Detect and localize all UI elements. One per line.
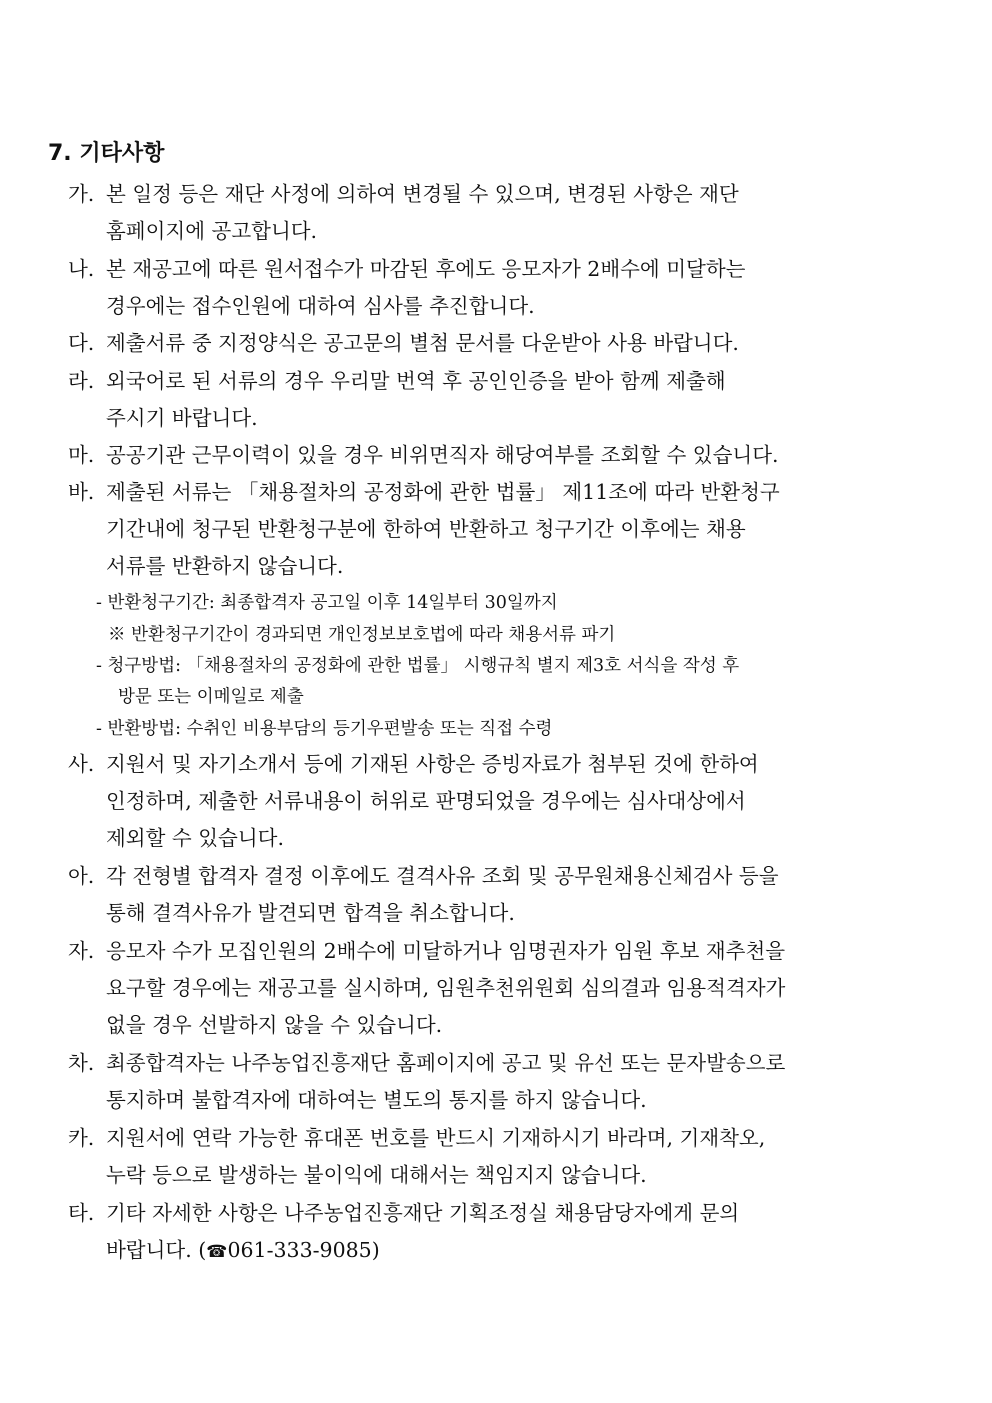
item-text-line: 요구할 경우에는 재공고를 실시하며, 임원추천위원회 심의결과 임용적격자가 — [106, 976, 786, 1000]
subnote-request-method-cont: 방문 또는 이메일로 제출 — [118, 687, 304, 707]
phone-icon: ☎ — [206, 1242, 228, 1262]
item-text-line: 통지하며 불합격자에 대하여는 별도의 통지를 하지 않습니다. — [106, 1088, 647, 1112]
item-marker: 바. — [68, 480, 95, 504]
item-text-line: 서류를 반환하지 않습니다. — [106, 554, 344, 578]
item-text-line: 지원서에 연락 가능한 휴대폰 번호를 반드시 기재하시기 바라며, 기재착오, — [106, 1126, 766, 1150]
item-text-line: 응모자 수가 모집인원의 2배수에 미달하거나 임명권자가 임원 후보 재추천을 — [106, 939, 786, 963]
item-marker: 아. — [68, 864, 95, 888]
item-marker: 마. — [68, 443, 95, 467]
item-text-line: 본 일정 등은 재단 사정에 의하여 변경될 수 있으며, 변경된 사항은 재단 — [106, 182, 739, 206]
contact-line — [106, 1232, 380, 1269]
item-text-line: 바랍니다. ( — [106, 1238, 207, 1262]
item-text-line: 경우에는 접수인원에 대하여 심사를 추진합니다. — [106, 294, 535, 318]
item-marker: 다. — [68, 331, 95, 355]
subnote-request-method: - 청구방법: 「채용절차의 공정화에 관한 법률」 시행규칙 별지 제3호 서식을 작성 후 — [96, 656, 740, 676]
item-marker: 차. — [68, 1051, 95, 1075]
item-text-line: 각 전형별 합격자 결정 이후에도 결격사유 조회 및 공무원채용신체검사 등을 — [106, 864, 779, 888]
item-text-line: 공공기관 근무이력이 있을 경우 비위면직자 해당여부를 조회할 수 있습니다. — [106, 443, 779, 467]
item-text-line: 인정하며, 제출한 서류내용이 허위로 판명되었을 경우에는 심사대상에서 — [106, 789, 746, 813]
item-text-line: 지원서 및 자기소개서 등에 기재된 사항은 증빙자료가 첨부된 것에 한하여 — [106, 752, 759, 776]
item-text-line: 없을 경우 선발하지 않을 수 있습니다. — [106, 1013, 443, 1037]
item-text-line: 제외할 수 있습니다. — [106, 826, 284, 850]
item-marker: 가. — [68, 182, 95, 206]
subnote-destruction-note: ※ 반환청구기간이 경과되면 개인정보보호법에 따라 채용서류 파기 — [108, 625, 616, 645]
item-text-line: 기간내에 청구된 반환청구분에 한하여 반환하고 청구기간 이후에는 채용 — [106, 517, 746, 541]
contact-phone-number: 061-333-9085 — [227, 1238, 372, 1262]
item-marker: 라. — [68, 369, 95, 393]
item-marker: 사. — [68, 752, 95, 776]
contact-paren-close: ) — [371, 1238, 380, 1262]
item-text-line: 외국어로 된 서류의 경우 우리말 번역 후 공인인증을 받아 함께 제출해 — [106, 369, 726, 393]
item-text-line: 누락 등으로 발생하는 불이익에 대해서는 책임지지 않습니다. — [106, 1163, 647, 1187]
item-text-line: 최종합격자는 나주농업진흥재단 홈페이지에 공고 및 유선 또는 문자발송으로 — [106, 1051, 786, 1075]
item-marker: 나. — [68, 257, 95, 281]
item-text-line: 제출서류 중 지정양식은 공고문의 별첨 문서를 다운받아 사용 바랍니다. — [106, 331, 739, 355]
item-marker: 카. — [68, 1126, 95, 1150]
item-marker: 자. — [68, 939, 95, 963]
item-marker: 타. — [68, 1201, 95, 1225]
item-text-line: 통해 결격사유가 발견되면 합격을 취소합니다. — [106, 901, 515, 925]
item-text-line: 기타 자세한 사항은 나주농업진흥재단 기획조정실 채용담당자에게 문의 — [106, 1201, 740, 1225]
subnote-return-method: - 반환방법: 수취인 비용부담의 등기우편발송 또는 직접 수령 — [96, 719, 553, 739]
item-text-line: 본 재공고에 따른 원서접수가 마감된 후에도 응모자가 2배수에 미달하는 — [106, 257, 746, 281]
item-text-line: 홈페이지에 공고합니다. — [106, 219, 318, 243]
item-text-line: 주시기 바랍니다. — [106, 406, 258, 430]
subnote-return-period: - 반환청구기간: 최종합격자 공고일 이후 14일부터 30일까지 — [96, 593, 558, 613]
item-text-line: 제출된 서류는 「채용절차의 공정화에 관한 법률」 제11조에 따라 반환청구 — [106, 480, 780, 504]
section-title: 7. 기타사항 — [48, 141, 165, 166]
